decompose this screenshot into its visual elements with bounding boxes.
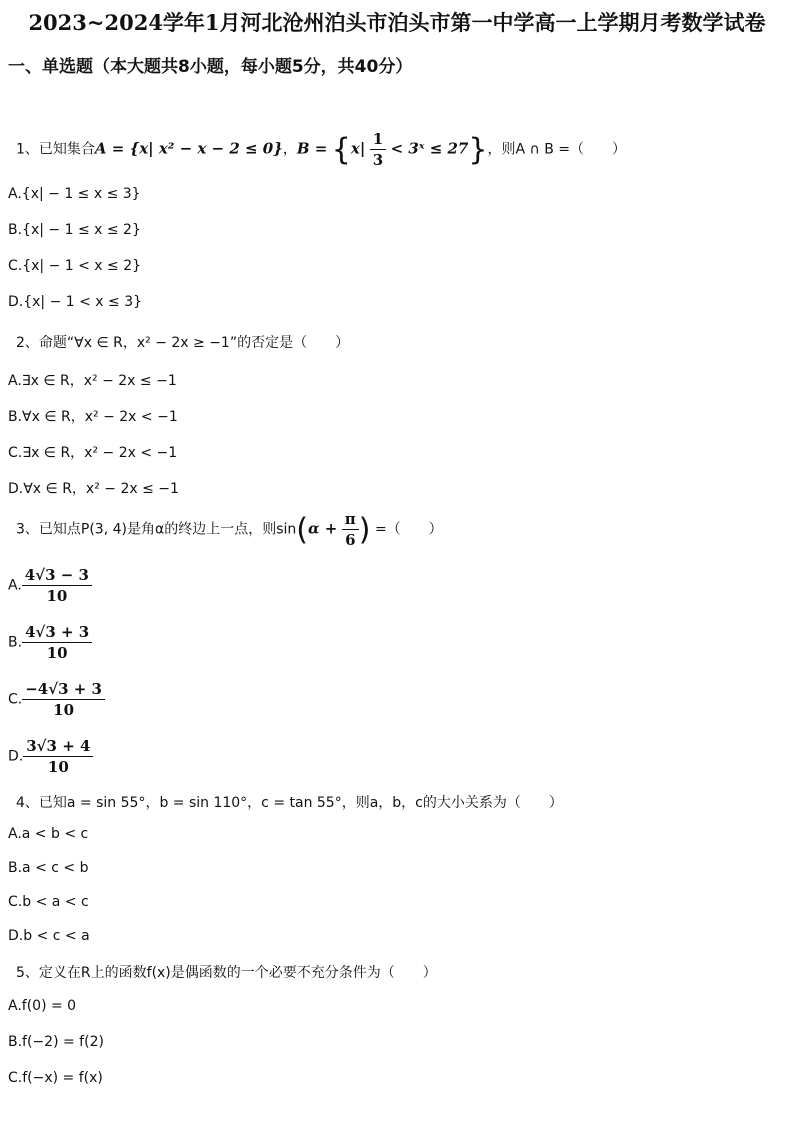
question-5-stem: 5、定义在R上的函数f(x)是偶函数的一个必要不充分条件为（ ） <box>16 965 437 981</box>
q3-stem-pre: 3、已知点P(3, 4)是角α的终边上一点，则sin <box>16 521 297 538</box>
q1-set-b-label: B = <box>296 139 328 158</box>
q3-option-b-num: 4√3 + 3 <box>22 623 92 643</box>
q3-pi-fraction: $\frac{\pi}{6}$ <box>342 510 359 549</box>
q3-option-a-label: A. <box>8 577 22 594</box>
q5-option-c[interactable]: C.f(−x) = f(x) <box>8 1070 103 1086</box>
question-1-stem: 1、已知集合A = {x| x² − x − 2 ≤ 0}，B = {x| $\frac{1}{3}$ < 3ˣ ≤ 27}，则A ∩ B =（ ） <box>16 130 626 169</box>
question-3-stem: 3、已知点P(3, 4)是角α的终边上一点，则sin(α + $\frac{\pi}{6}$ ) =（ ） <box>16 510 443 549</box>
q3-option-c[interactable] <box>8 680 105 719</box>
q4-option-b[interactable]: B.a < c < b <box>8 860 89 876</box>
q2-option-d[interactable]: D.∀x ∈ R，x² − 2x ≤ −1 <box>8 481 179 497</box>
question-2-stem: 2、命题“∀x ∈ R，x² − 2x ≥ −1”的否定是（ ） <box>16 335 350 351</box>
q1-prefix: 1、已知集合 <box>16 141 95 158</box>
q3-option-b-label: B. <box>8 634 23 651</box>
q5-option-a[interactable]: A.f(0) = 0 <box>8 998 77 1014</box>
q3-option-c-num: −4√3 + 3 <box>22 680 105 700</box>
q4-option-c[interactable]: C.b < a < c <box>8 894 89 910</box>
q3-option-a-num: 4√3 − 3 <box>22 566 92 586</box>
q1-fraction: $\frac{1}{3}$ <box>370 130 386 169</box>
q3-inner: α + <box>308 519 338 538</box>
q1-option-c[interactable]: C.{x| − 1 < x ≤ 2} <box>8 258 142 274</box>
q2-option-a[interactable]: A.∃x ∈ R，x² − 2x ≤ −1 <box>8 373 177 389</box>
q3-option-c-label: C. <box>8 691 23 708</box>
q1-suffix: ，则A ∩ B =（ ） <box>487 141 626 158</box>
q1-set-b-rest: < 3ˣ ≤ 27 <box>390 139 469 158</box>
q1-option-a[interactable]: A.{x| − 1 ≤ x ≤ 3} <box>8 186 141 202</box>
q3-stem-post: =（ ） <box>374 521 443 538</box>
q4-option-a[interactable]: A.a < b < c <box>8 826 89 842</box>
q3-option-d-den: 10 <box>47 758 69 776</box>
q4-option-d[interactable]: D.b < c < a <box>8 928 90 944</box>
q3-option-b[interactable] <box>8 623 92 662</box>
q3-option-d-num: 3√3 + 4 <box>23 737 93 757</box>
q5-option-b[interactable]: B.f(−2) = f(2) <box>8 1034 104 1050</box>
q3-option-d-label: D. <box>8 748 24 765</box>
q1-set-a: A = {x| x² − x − 2 ≤ 0} <box>94 139 283 158</box>
q3-option-c-den: 10 <box>53 701 75 719</box>
section-heading: 一、单选题（本大题共8小题，每小题5分，共40分） <box>8 57 413 77</box>
page-title: 2023~2024学年1月河北沧州泊头市泊头市第一中学高一上学期月考数学试卷 <box>28 10 766 35</box>
q2-option-b[interactable]: B.∀x ∈ R，x² − 2x < −1 <box>8 409 178 425</box>
q1-set-b-var: x| <box>350 139 366 158</box>
q2-option-c[interactable]: C.∃x ∈ R，x² − 2x < −1 <box>8 445 178 461</box>
q3-option-a-den: 10 <box>46 587 68 605</box>
q3-option-a[interactable] <box>8 566 92 605</box>
q1-option-d[interactable]: D.{x| − 1 < x ≤ 3} <box>8 294 143 310</box>
question-4-stem: 4、已知a = sin 55°，b = sin 110°，c = tan 55°，则a，b，c的大小关系为（ ） <box>16 795 563 811</box>
q3-option-d[interactable] <box>8 737 93 776</box>
q1-option-b[interactable]: B.{x| − 1 ≤ x ≤ 2} <box>8 222 141 238</box>
q3-option-b-den: 10 <box>46 644 68 662</box>
